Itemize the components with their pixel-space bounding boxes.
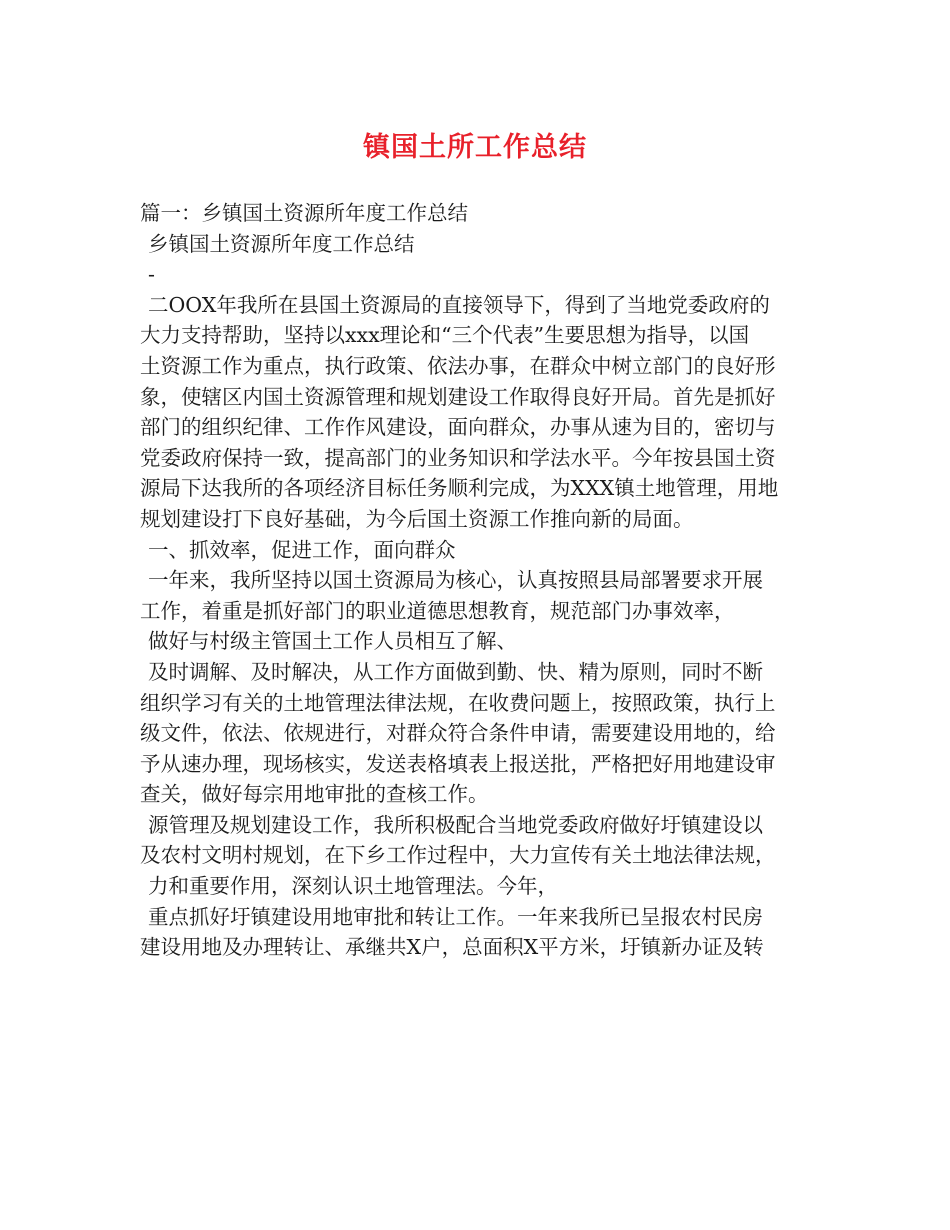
body-line: 建设用地及办理转让、承继共X户，总面积X平方米，圩镇新办证及转 (140, 935, 764, 960)
body-line: 篇一：乡镇国土资源所年度工作总结 (140, 201, 468, 225)
document-title: 镇国土所工作总结 (363, 132, 587, 163)
body-line: 及时调解、及时解决，从工作方面做到勤、快、精为原则，同时不断 (148, 659, 763, 684)
body-line: 党委政府保持一致，提高部门的业务知识和学法水平。今年按县国土资 (140, 445, 776, 470)
body-line: - (148, 262, 155, 287)
body-line: 级文件，依法、依规进行，对群众符合条件申请，需要建设用地的，给 (140, 721, 776, 746)
body-line: 力和重要作用，深刻认识土地管理法。今年， (148, 874, 558, 899)
body-line: 象，使辖区内国土资源管理和规划建设工作取得良好开局。首先是抓好 (140, 384, 776, 409)
body-line: 及农村文明村规划，在下乡工作过程中，大力宣传有关土地法律法规， (140, 843, 776, 868)
body-line: 工作，着重是抓好部门的职业道德思想教育，规范部门办事效率， (140, 598, 735, 623)
body-line: 重点抓好圩镇建设用地审批和转让工作。一年来我所已呈报农村民房 (148, 904, 763, 929)
body-line: 规划建设打下良好基础，为今后国土资源工作推向新的局面。 (140, 506, 694, 531)
body-line: 一年来，我所坚持以国土资源局为核心，认真按照县局部署要求开展 (148, 568, 763, 593)
body-line: 组织学习有关的土地管理法律法规，在收费问题上，按照政策，执行上 (140, 690, 776, 715)
body-line: 二OOX年我所在县国土资源局的直接领导下，得到了当地党委政府的 (148, 292, 770, 317)
body-line: 予从速办理，现场核实，发送表格填表上报送批，严格把好用地建设审 (140, 751, 776, 776)
body-line: 做好与村级主管国土工作人员相互了解、 (148, 629, 517, 654)
body-line: 乡镇国土资源所年度工作总结 (148, 231, 415, 256)
body-line: 土资源工作为重点，执行政策、依法办事，在群众中树立部门的良好形 (140, 353, 776, 378)
body-line: 源管理及规划建设工作，我所积极配合当地党委政府做好圩镇建设以 (148, 812, 763, 837)
body-line: 部门的组织纪律、工作作风建设，面向群众，办事从速为目的，密切与 (140, 415, 776, 440)
body-line: 源局下达我所的各项经济目标任务顺利完成，为XXX镇土地管理，用地 (140, 476, 779, 501)
body-line: 查关，做好每宗用地审批的查核工作。 (140, 782, 489, 807)
document-body (140, 198, 830, 963)
body-line: 大力支持帮助，坚持以xxx理论和“三个代表”生要思想为指导，以国 (140, 323, 750, 348)
body-line: 一、抓效率，促进工作，面向群众 (148, 537, 456, 562)
